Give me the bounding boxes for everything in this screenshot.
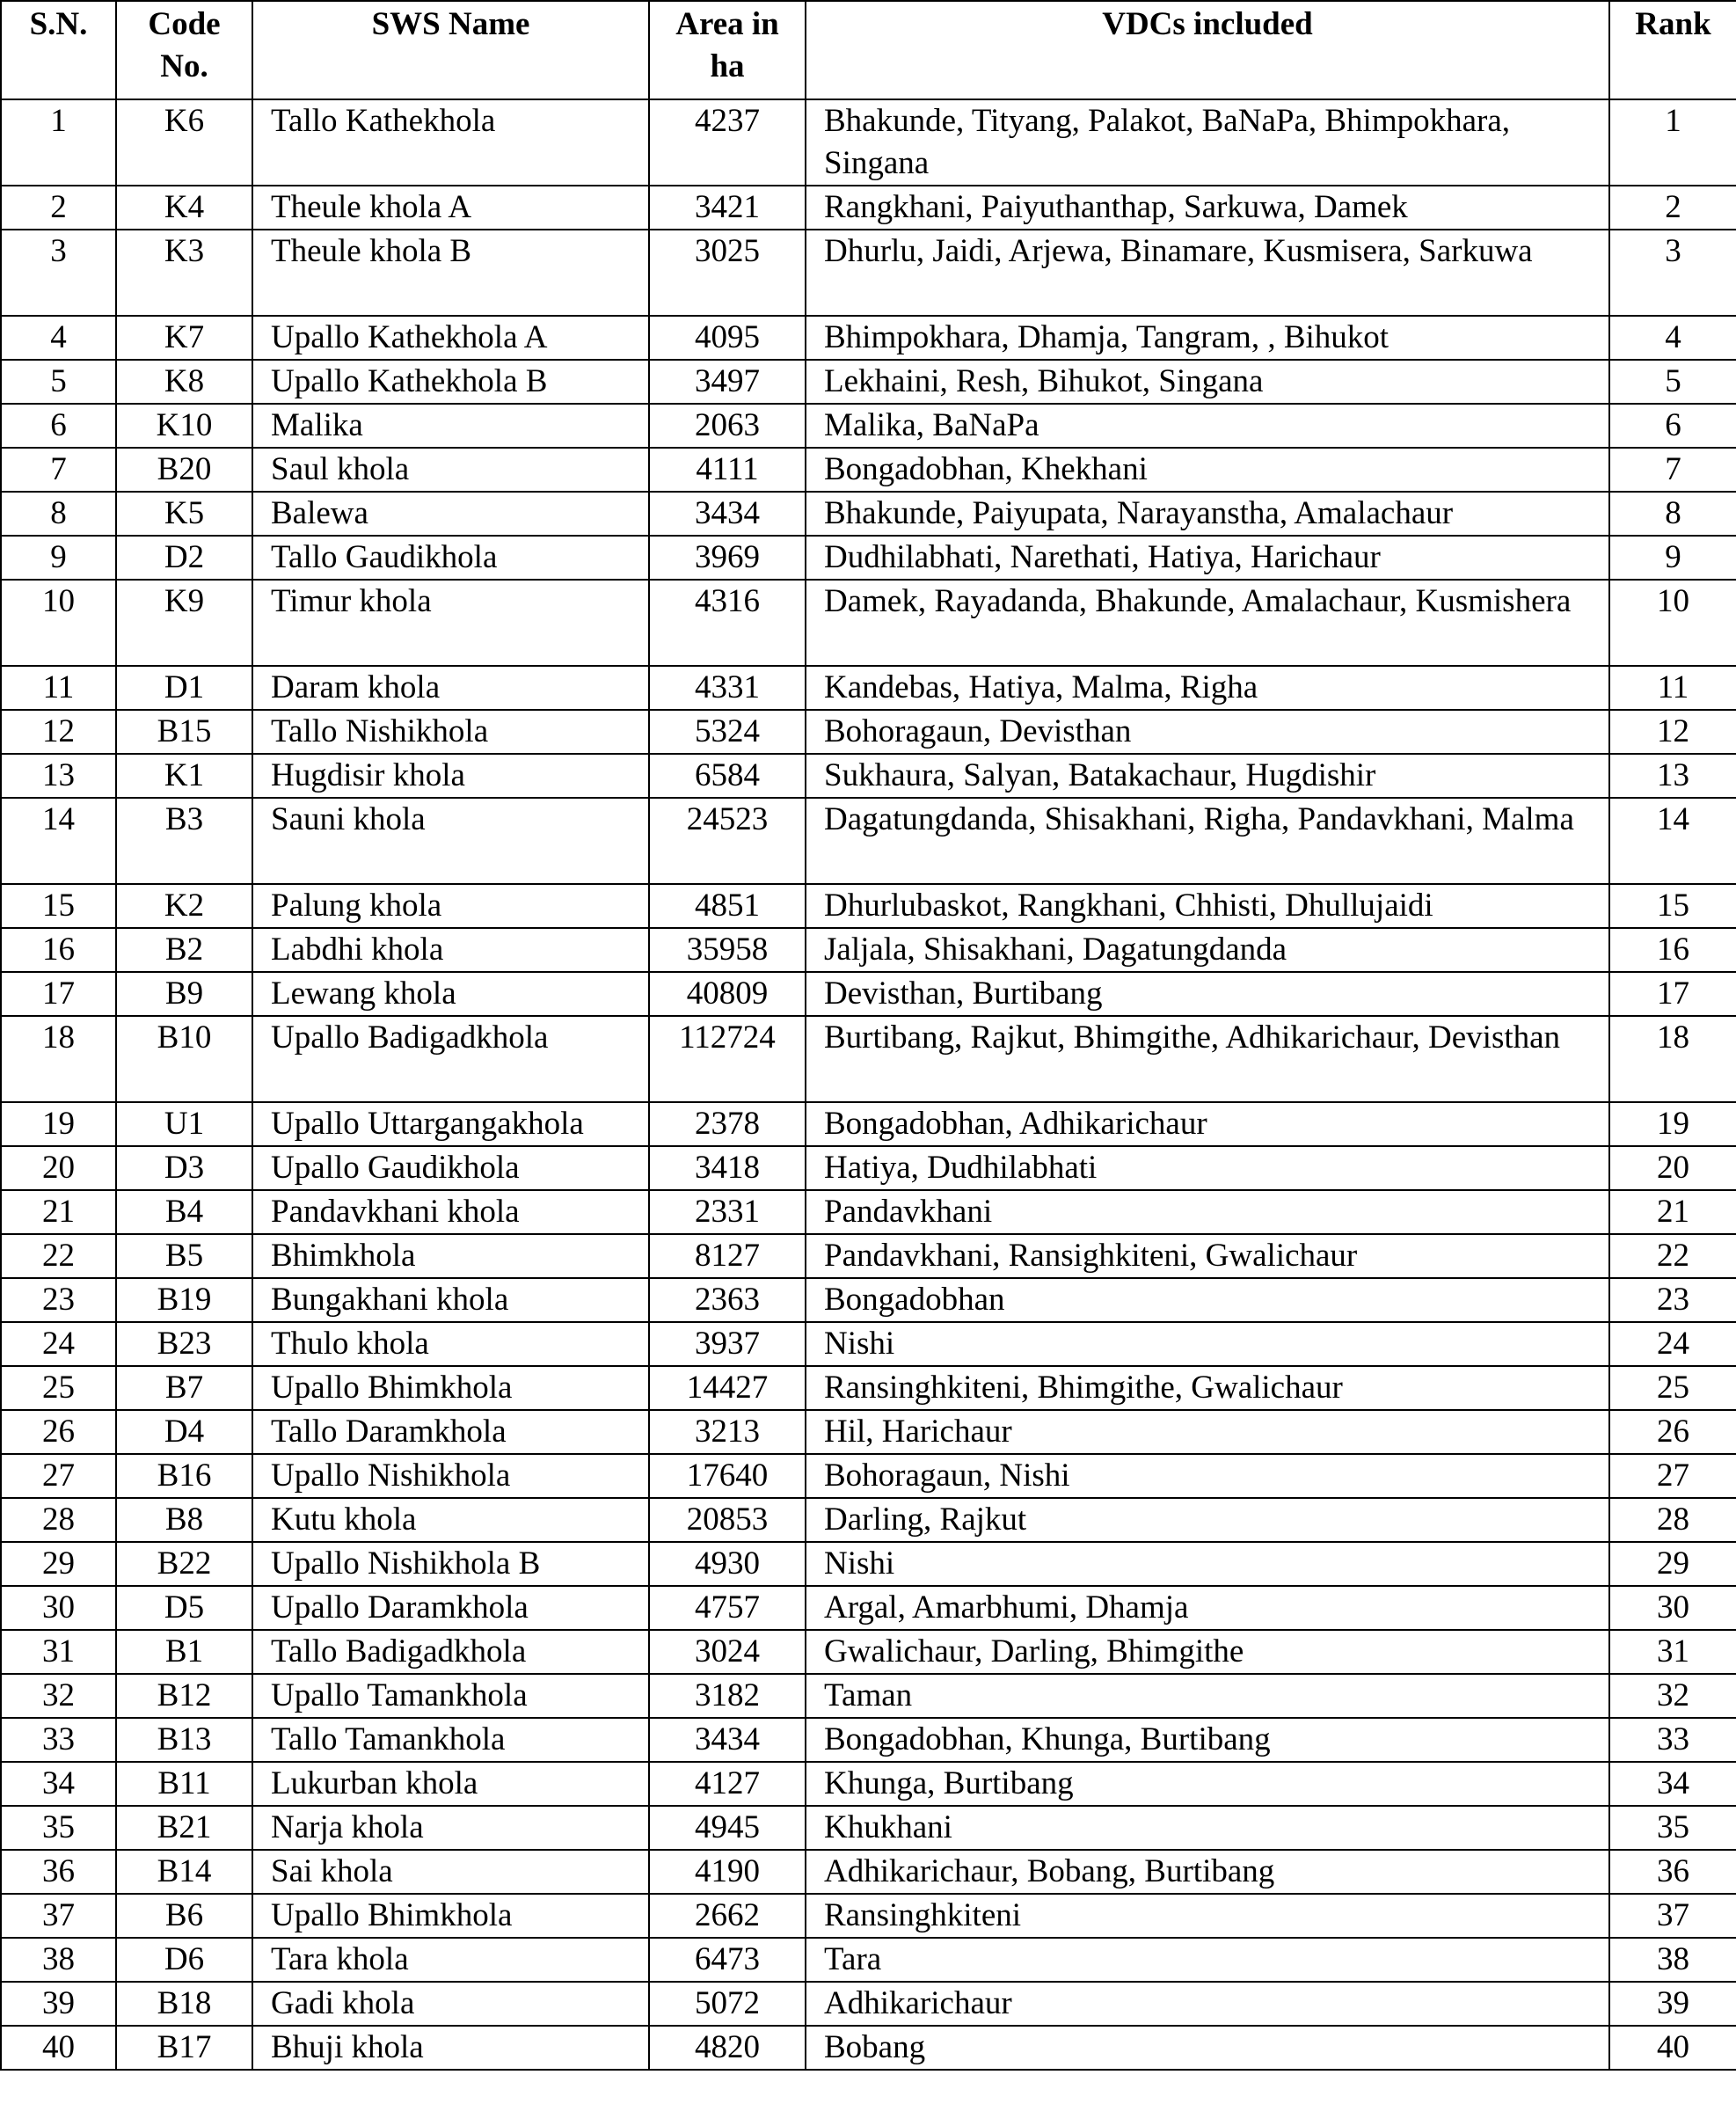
table-row: [1, 404, 1736, 448]
cell-sws-name: Upallo Bhimkhola: [252, 1894, 649, 1938]
table-row: [1, 1938, 1736, 1982]
cell-vdcs: Dhurlu, Jaidi, Arjewa, Binamare, Kusmisera, Sarkuwa: [806, 230, 1609, 316]
cell-code: B5: [116, 1234, 252, 1278]
cell-sn: 6: [1, 404, 116, 448]
cell-vdcs: Bohoragaun, Devisthan: [806, 710, 1609, 754]
cell-vdcs: Damek, Rayadanda, Bhakunde, Amalachaur, Kusmishera: [806, 580, 1609, 666]
cell-sn: 7: [1, 448, 116, 492]
cell-code: B17: [116, 2026, 252, 2070]
cell-area: 8127: [649, 1234, 806, 1278]
cell-vdcs: Adhikarichaur: [806, 1982, 1609, 2026]
cell-code: B13: [116, 1718, 252, 1762]
table-row: [1, 1542, 1736, 1586]
cell-area: 3937: [649, 1322, 806, 1366]
cell-area: 4945: [649, 1806, 806, 1850]
cell-rank: 40: [1609, 2026, 1736, 2070]
cell-area: 3434: [649, 1718, 806, 1762]
cell-area: 3025: [649, 230, 806, 316]
cell-sws-name: Theule khola B: [252, 230, 649, 316]
cell-rank: 34: [1609, 1762, 1736, 1806]
cell-rank: 22: [1609, 1234, 1736, 1278]
table-row: [1, 2026, 1736, 2070]
cell-code: B23: [116, 1322, 252, 1366]
table-row: [1, 1586, 1736, 1630]
cell-sn: 22: [1, 1234, 116, 1278]
cell-code: B21: [116, 1806, 252, 1850]
header-row: [1, 1, 1736, 99]
table-row: [1, 1762, 1736, 1806]
cell-sn: 28: [1, 1498, 116, 1542]
cell-rank: 10: [1609, 580, 1736, 666]
cell-sws-name: Palung khola: [252, 884, 649, 928]
cell-rank: 24: [1609, 1322, 1736, 1366]
cell-rank: 26: [1609, 1410, 1736, 1454]
cell-sws-name: Tallo Gaudikhola: [252, 536, 649, 580]
table-row: [1, 884, 1736, 928]
table-body: [1, 99, 1736, 2070]
cell-area: 3421: [649, 186, 806, 230]
cell-code: B20: [116, 448, 252, 492]
cell-sn: 37: [1, 1894, 116, 1938]
cell-code: D1: [116, 666, 252, 710]
cell-vdcs: Ransinghkiteni: [806, 1894, 1609, 1938]
cell-vdcs: Hatiya, Dudhilabhati: [806, 1146, 1609, 1190]
cell-area: 4190: [649, 1850, 806, 1894]
cell-sws-name: Upallo Nishikhola: [252, 1454, 649, 1498]
cell-area: 4331: [649, 666, 806, 710]
cell-sws-name: Tallo Badigadkhola: [252, 1630, 649, 1674]
cell-rank: 4: [1609, 316, 1736, 360]
cell-area: 4820: [649, 2026, 806, 2070]
cell-sn: 38: [1, 1938, 116, 1982]
cell-sws-name: Balewa: [252, 492, 649, 536]
cell-area: 4930: [649, 1542, 806, 1586]
table-row: [1, 492, 1736, 536]
cell-rank: 21: [1609, 1190, 1736, 1234]
cell-sn: 27: [1, 1454, 116, 1498]
cell-code: K1: [116, 754, 252, 798]
cell-code: K5: [116, 492, 252, 536]
table-row: [1, 1894, 1736, 1938]
cell-rank: 18: [1609, 1016, 1736, 1102]
cell-rank: 37: [1609, 1894, 1736, 1938]
cell-area: 17640: [649, 1454, 806, 1498]
header-sws-name: SWS Name: [252, 1, 649, 99]
cell-vdcs: Jaljala, Shisakhani, Dagatungdanda: [806, 928, 1609, 972]
cell-area: 24523: [649, 798, 806, 884]
cell-sn: 32: [1, 1674, 116, 1718]
cell-code: B11: [116, 1762, 252, 1806]
cell-sws-name: Labdhi khola: [252, 928, 649, 972]
cell-vdcs: Rangkhani, Paiyuthanthap, Sarkuwa, Damek: [806, 186, 1609, 230]
cell-sws-name: Gadi khola: [252, 1982, 649, 2026]
cell-sws-name: Sauni khola: [252, 798, 649, 884]
cell-vdcs: Bobang: [806, 2026, 1609, 2070]
cell-area: 4111: [649, 448, 806, 492]
table-row: [1, 448, 1736, 492]
cell-code: K7: [116, 316, 252, 360]
cell-vdcs: Dudhilabhati, Narethati, Hatiya, Harichaur: [806, 536, 1609, 580]
cell-vdcs: Bhakunde, Paiyupata, Narayanstha, Amalachaur: [806, 492, 1609, 536]
cell-sws-name: Tallo Nishikhola: [252, 710, 649, 754]
cell-sn: 20: [1, 1146, 116, 1190]
cell-sn: 17: [1, 972, 116, 1016]
table-row: [1, 99, 1736, 186]
cell-vdcs: Darling, Rajkut: [806, 1498, 1609, 1542]
cell-vdcs: Gwalichaur, Darling, Bhimgithe: [806, 1630, 1609, 1674]
cell-code: B9: [116, 972, 252, 1016]
cell-rank: 14: [1609, 798, 1736, 884]
cell-rank: 13: [1609, 754, 1736, 798]
cell-sn: 21: [1, 1190, 116, 1234]
cell-rank: 5: [1609, 360, 1736, 404]
cell-area: 4851: [649, 884, 806, 928]
cell-rank: 33: [1609, 1718, 1736, 1762]
cell-area: 20853: [649, 1498, 806, 1542]
cell-rank: 20: [1609, 1146, 1736, 1190]
cell-code: B7: [116, 1366, 252, 1410]
cell-code: D6: [116, 1938, 252, 1982]
cell-vdcs: Nishi: [806, 1542, 1609, 1586]
cell-code: K9: [116, 580, 252, 666]
cell-sn: 4: [1, 316, 116, 360]
cell-sn: 12: [1, 710, 116, 754]
cell-rank: 28: [1609, 1498, 1736, 1542]
cell-sws-name: Hugdisir khola: [252, 754, 649, 798]
cell-code: B14: [116, 1850, 252, 1894]
cell-rank: 6: [1609, 404, 1736, 448]
table-row: [1, 1322, 1736, 1366]
cell-code: D5: [116, 1586, 252, 1630]
cell-area: 14427: [649, 1366, 806, 1410]
cell-area: 4237: [649, 99, 806, 186]
cell-sn: 39: [1, 1982, 116, 2026]
table-row: [1, 230, 1736, 316]
cell-vdcs: Bongadobhan: [806, 1278, 1609, 1322]
table-row: [1, 580, 1736, 666]
header-vdcs: VDCs included: [806, 1, 1609, 99]
cell-vdcs: Khukhani: [806, 1806, 1609, 1850]
table-row: [1, 1278, 1736, 1322]
table-row: [1, 1718, 1736, 1762]
cell-code: B16: [116, 1454, 252, 1498]
cell-sn: 31: [1, 1630, 116, 1674]
cell-rank: 11: [1609, 666, 1736, 710]
cell-area: 6473: [649, 1938, 806, 1982]
cell-rank: 38: [1609, 1938, 1736, 1982]
cell-code: K8: [116, 360, 252, 404]
cell-sn: 33: [1, 1718, 116, 1762]
cell-vdcs: Pandavkhani: [806, 1190, 1609, 1234]
cell-rank: 16: [1609, 928, 1736, 972]
cell-vdcs: Bhimpokhara, Dhamja, Tangram, , Bihukot: [806, 316, 1609, 360]
cell-sws-name: Daram khola: [252, 666, 649, 710]
cell-area: 3213: [649, 1410, 806, 1454]
cell-sws-name: Malika: [252, 404, 649, 448]
cell-code: D2: [116, 536, 252, 580]
table-row: [1, 1146, 1736, 1190]
cell-sws-name: Upallo Bhimkhola: [252, 1366, 649, 1410]
table-row: [1, 1850, 1736, 1894]
cell-sn: 19: [1, 1102, 116, 1146]
cell-code: B2: [116, 928, 252, 972]
cell-sn: 36: [1, 1850, 116, 1894]
cell-rank: 15: [1609, 884, 1736, 928]
cell-sn: 11: [1, 666, 116, 710]
cell-area: 2662: [649, 1894, 806, 1938]
cell-sws-name: Thulo khola: [252, 1322, 649, 1366]
table-row: [1, 536, 1736, 580]
cell-code: U1: [116, 1102, 252, 1146]
table-row: [1, 1498, 1736, 1542]
cell-rank: 32: [1609, 1674, 1736, 1718]
cell-area: 2363: [649, 1278, 806, 1322]
cell-sws-name: Theule khola A: [252, 186, 649, 230]
cell-vdcs: Dhurlubaskot, Rangkhani, Chhisti, Dhullujaidi: [806, 884, 1609, 928]
cell-code: B4: [116, 1190, 252, 1234]
cell-vdcs: Devisthan, Burtibang: [806, 972, 1609, 1016]
cell-sws-name: Upallo Uttargangakhola: [252, 1102, 649, 1146]
cell-rank: 3: [1609, 230, 1736, 316]
table-row: [1, 1674, 1736, 1718]
cell-code: K4: [116, 186, 252, 230]
cell-vdcs: Bongadobhan, Khunga, Burtibang: [806, 1718, 1609, 1762]
cell-rank: 8: [1609, 492, 1736, 536]
cell-code: B19: [116, 1278, 252, 1322]
cell-vdcs: Burtibang, Rajkut, Bhimgithe, Adhikarichaur, Devisthan: [806, 1016, 1609, 1102]
cell-vdcs: Argal, Amarbhumi, Dhamja: [806, 1586, 1609, 1630]
table-row: [1, 1982, 1736, 2026]
cell-rank: 36: [1609, 1850, 1736, 1894]
cell-vdcs: Sukhaura, Salyan, Batakachaur, Hugdishir: [806, 754, 1609, 798]
cell-code: K2: [116, 884, 252, 928]
cell-code: B1: [116, 1630, 252, 1674]
cell-sn: 1: [1, 99, 116, 186]
cell-code: K6: [116, 99, 252, 186]
cell-vdcs: Taman: [806, 1674, 1609, 1718]
cell-vdcs: Bongadobhan, Adhikarichaur: [806, 1102, 1609, 1146]
cell-rank: 27: [1609, 1454, 1736, 1498]
table-row: [1, 798, 1736, 884]
cell-vdcs: Adhikarichaur, Bobang, Burtibang: [806, 1850, 1609, 1894]
cell-vdcs: Nishi: [806, 1322, 1609, 1366]
table-row: [1, 666, 1736, 710]
cell-code: B15: [116, 710, 252, 754]
cell-sws-name: Saul khola: [252, 448, 649, 492]
cell-sn: 26: [1, 1410, 116, 1454]
cell-area: 35958: [649, 928, 806, 972]
cell-sn: 9: [1, 536, 116, 580]
cell-code: K3: [116, 230, 252, 316]
cell-area: 40809: [649, 972, 806, 1016]
table-row: [1, 360, 1736, 404]
cell-vdcs: Kandebas, Hatiya, Malma, Righa: [806, 666, 1609, 710]
cell-vdcs: Lekhaini, Resh, Bihukot, Singana: [806, 360, 1609, 404]
cell-sws-name: Bhuji khola: [252, 2026, 649, 2070]
cell-sn: 8: [1, 492, 116, 536]
cell-vdcs: Khunga, Burtibang: [806, 1762, 1609, 1806]
cell-area: 3434: [649, 492, 806, 536]
cell-sn: 34: [1, 1762, 116, 1806]
cell-sn: 3: [1, 230, 116, 316]
cell-sn: 40: [1, 2026, 116, 2070]
cell-sws-name: Upallo Gaudikhola: [252, 1146, 649, 1190]
cell-sn: 14: [1, 798, 116, 884]
cell-code: K10: [116, 404, 252, 448]
cell-area: 3969: [649, 536, 806, 580]
cell-sn: 30: [1, 1586, 116, 1630]
cell-area: 4127: [649, 1762, 806, 1806]
cell-sws-name: Upallo Daramkhola: [252, 1586, 649, 1630]
table-row: [1, 928, 1736, 972]
cell-sn: 29: [1, 1542, 116, 1586]
table-row: [1, 1234, 1736, 1278]
cell-rank: 2: [1609, 186, 1736, 230]
cell-vdcs: Dagatungdanda, Shisakhani, Righa, Pandavkhani, Malma: [806, 798, 1609, 884]
cell-sn: 35: [1, 1806, 116, 1850]
cell-area: 3497: [649, 360, 806, 404]
table-row: [1, 1190, 1736, 1234]
cell-vdcs: Bongadobhan, Khekhani: [806, 448, 1609, 492]
cell-vdcs: Pandavkhani, Ransighkiteni, Gwalichaur: [806, 1234, 1609, 1278]
table-row: [1, 1454, 1736, 1498]
cell-rank: 39: [1609, 1982, 1736, 2026]
cell-code: B6: [116, 1894, 252, 1938]
cell-sws-name: Upallo Kathekhola B: [252, 360, 649, 404]
table-row: [1, 1630, 1736, 1674]
cell-sws-name: Tara khola: [252, 1938, 649, 1982]
cell-rank: 17: [1609, 972, 1736, 1016]
table-row: [1, 754, 1736, 798]
cell-rank: 9: [1609, 536, 1736, 580]
cell-sws-name: Lukurban khola: [252, 1762, 649, 1806]
cell-rank: 35: [1609, 1806, 1736, 1850]
cell-area: 3182: [649, 1674, 806, 1718]
table-header: [1, 1, 1736, 99]
cell-area: 6584: [649, 754, 806, 798]
cell-rank: 19: [1609, 1102, 1736, 1146]
cell-rank: 31: [1609, 1630, 1736, 1674]
cell-sws-name: Upallo Kathekhola A: [252, 316, 649, 360]
table-row: [1, 316, 1736, 360]
table-row: [1, 972, 1736, 1016]
cell-code: D3: [116, 1146, 252, 1190]
cell-sn: 25: [1, 1366, 116, 1410]
cell-code: B3: [116, 798, 252, 884]
cell-area: 4757: [649, 1586, 806, 1630]
table-row: [1, 1016, 1736, 1102]
cell-sws-name: Bungakhani khola: [252, 1278, 649, 1322]
cell-sn: 10: [1, 580, 116, 666]
cell-vdcs: Ransinghkiteni, Bhimgithe, Gwalichaur: [806, 1366, 1609, 1410]
cell-sws-name: Tallo Kathekhola: [252, 99, 649, 186]
cell-rank: 7: [1609, 448, 1736, 492]
cell-sn: 18: [1, 1016, 116, 1102]
table-row: [1, 1102, 1736, 1146]
cell-area: 2063: [649, 404, 806, 448]
table-row: [1, 1806, 1736, 1850]
cell-code: B18: [116, 1982, 252, 2026]
cell-sn: 24: [1, 1322, 116, 1366]
cell-code: B8: [116, 1498, 252, 1542]
cell-area: 4316: [649, 580, 806, 666]
cell-code: D4: [116, 1410, 252, 1454]
cell-sn: 5: [1, 360, 116, 404]
cell-vdcs: Tara: [806, 1938, 1609, 1982]
cell-sws-name: Timur khola: [252, 580, 649, 666]
cell-area: 2378: [649, 1102, 806, 1146]
header-code: Code No.: [116, 1, 252, 99]
cell-area: 3024: [649, 1630, 806, 1674]
cell-sws-name: Upallo Nishikhola B: [252, 1542, 649, 1586]
cell-rank: 29: [1609, 1542, 1736, 1586]
cell-sn: 2: [1, 186, 116, 230]
cell-sws-name: Narja khola: [252, 1806, 649, 1850]
cell-area: 2331: [649, 1190, 806, 1234]
cell-sn: 16: [1, 928, 116, 972]
header-rank: Rank: [1609, 1, 1736, 99]
table-row: [1, 710, 1736, 754]
cell-sws-name: Sai khola: [252, 1850, 649, 1894]
cell-sws-name: Upallo Tamankhola: [252, 1674, 649, 1718]
cell-rank: 1: [1609, 99, 1736, 186]
cell-code: B10: [116, 1016, 252, 1102]
cell-area: 5072: [649, 1982, 806, 2026]
cell-sn: 13: [1, 754, 116, 798]
cell-rank: 25: [1609, 1366, 1736, 1410]
cell-area: 5324: [649, 710, 806, 754]
cell-vdcs: Hil, Harichaur: [806, 1410, 1609, 1454]
header-sn: S.N.: [1, 1, 116, 99]
cell-sws-name: Kutu khola: [252, 1498, 649, 1542]
cell-code: B22: [116, 1542, 252, 1586]
cell-sws-name: Upallo Badigadkhola: [252, 1016, 649, 1102]
cell-sn: 23: [1, 1278, 116, 1322]
cell-rank: 30: [1609, 1586, 1736, 1630]
cell-sws-name: Bhimkhola: [252, 1234, 649, 1278]
cell-sn: 15: [1, 884, 116, 928]
table-row: [1, 1366, 1736, 1410]
cell-sws-name: Tallo Tamankhola: [252, 1718, 649, 1762]
cell-rank: 12: [1609, 710, 1736, 754]
cell-sws-name: Lewang khola: [252, 972, 649, 1016]
table-row: [1, 1410, 1736, 1454]
cell-sws-name: Pandavkhani khola: [252, 1190, 649, 1234]
cell-vdcs: Malika, BaNaPa: [806, 404, 1609, 448]
cell-area: 112724: [649, 1016, 806, 1102]
header-area: Area in ha: [649, 1, 806, 99]
table-row: [1, 186, 1736, 230]
cell-rank: 23: [1609, 1278, 1736, 1322]
cell-area: 4095: [649, 316, 806, 360]
cell-vdcs: Bhakunde, Tityang, Palakot, BaNaPa, Bhimpokhara, Singana: [806, 99, 1609, 186]
cell-area: 3418: [649, 1146, 806, 1190]
cell-vdcs: Bohoragaun, Nishi: [806, 1454, 1609, 1498]
cell-sws-name: Tallo Daramkhola: [252, 1410, 649, 1454]
cell-code: B12: [116, 1674, 252, 1718]
